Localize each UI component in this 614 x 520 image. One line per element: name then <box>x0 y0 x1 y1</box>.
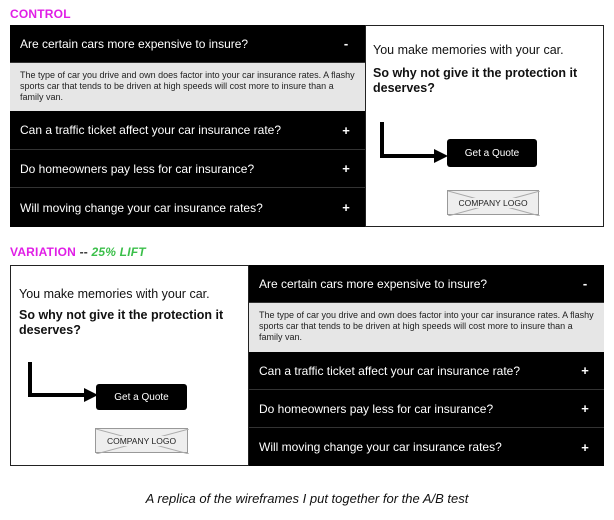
variation-faq-accordion <box>249 265 604 466</box>
variation-faq-item-2[interactable] <box>249 352 604 390</box>
control-pitch-panel <box>365 25 604 227</box>
faq-question: Do homeowners pay less for car insurance? <box>259 401 494 416</box>
label-separator: -- <box>79 245 88 259</box>
arrow-icon <box>376 120 456 170</box>
expand-icon[interactable]: + <box>342 122 350 138</box>
expand-icon[interactable]: + <box>581 439 589 455</box>
figure-caption: A replica of the wireframes I put together for the A/B test <box>145 491 469 506</box>
variation-faq-item-1[interactable] <box>249 265 604 303</box>
control-faq-item-3[interactable] <box>10 150 365 188</box>
control-label: CONTROL <box>10 7 71 21</box>
expand-icon[interactable]: + <box>342 161 350 176</box>
logo-label: COMPANY LOGO <box>458 197 528 208</box>
company-logo-placeholder <box>447 190 539 215</box>
variation-faq-item-4[interactable] <box>249 428 604 466</box>
control-faq-answer: The type of car you drive and own does factor into your car insurance rates. A flashy sports car that tends to be driven at high speeds will cost more to insure than a family van. <box>10 63 365 111</box>
company-logo-placeholder <box>95 428 188 453</box>
collapse-icon[interactable]: - <box>582 276 588 291</box>
faq-question: Are certain cars more expensive to insure? <box>259 276 488 291</box>
get-quote-button[interactable]: Get a Quote <box>447 139 537 167</box>
variation-faq-item-3[interactable] <box>249 390 604 428</box>
pitch-line: You make memories with your car. <box>19 287 210 301</box>
control-faq-accordion <box>10 25 365 227</box>
pitch-heading: So why not give it the protection it deserves? <box>373 66 578 95</box>
pitch-line: You make memories with your car. <box>373 43 564 57</box>
faq-question: Will moving change your car insurance rates? <box>259 440 502 454</box>
get-quote-button[interactable]: Get a Quote <box>96 384 187 410</box>
variation-faq-answer: The type of car you drive and own does factor into your car insurance rates. A flashy sports car that tends to be driven at high speeds will cost more to insure than a family van. <box>249 303 604 352</box>
expand-icon[interactable]: + <box>581 401 589 416</box>
logo-label: COMPANY LOGO <box>106 435 177 446</box>
lift-badge: 25% LIFT <box>91 245 146 259</box>
faq-question: Are certain cars more expensive to insure? <box>20 36 249 51</box>
control-faq-item-2[interactable] <box>10 111 365 150</box>
faq-question: Can a traffic ticket affect your car insurance rate? <box>259 363 521 378</box>
pitch-heading: So why not give it the protection it deserves? <box>19 308 224 337</box>
faq-question: Will moving change your car insurance rates? <box>20 200 263 215</box>
variation-label-row <box>10 245 146 259</box>
expand-icon[interactable]: + <box>581 363 589 378</box>
control-faq-item-1[interactable] <box>10 25 365 63</box>
expand-icon[interactable]: + <box>342 200 350 215</box>
faq-question: Do homeowners pay less for car insurance? <box>20 161 255 176</box>
control-faq-item-4[interactable] <box>10 188 365 227</box>
collapse-icon[interactable]: - <box>343 36 349 51</box>
variation-pitch-panel <box>10 265 249 466</box>
arrow-icon <box>24 360 104 410</box>
faq-question: Can a traffic ticket affect your car insurance rate? <box>20 123 282 137</box>
variation-label: VARIATION <box>10 245 77 259</box>
